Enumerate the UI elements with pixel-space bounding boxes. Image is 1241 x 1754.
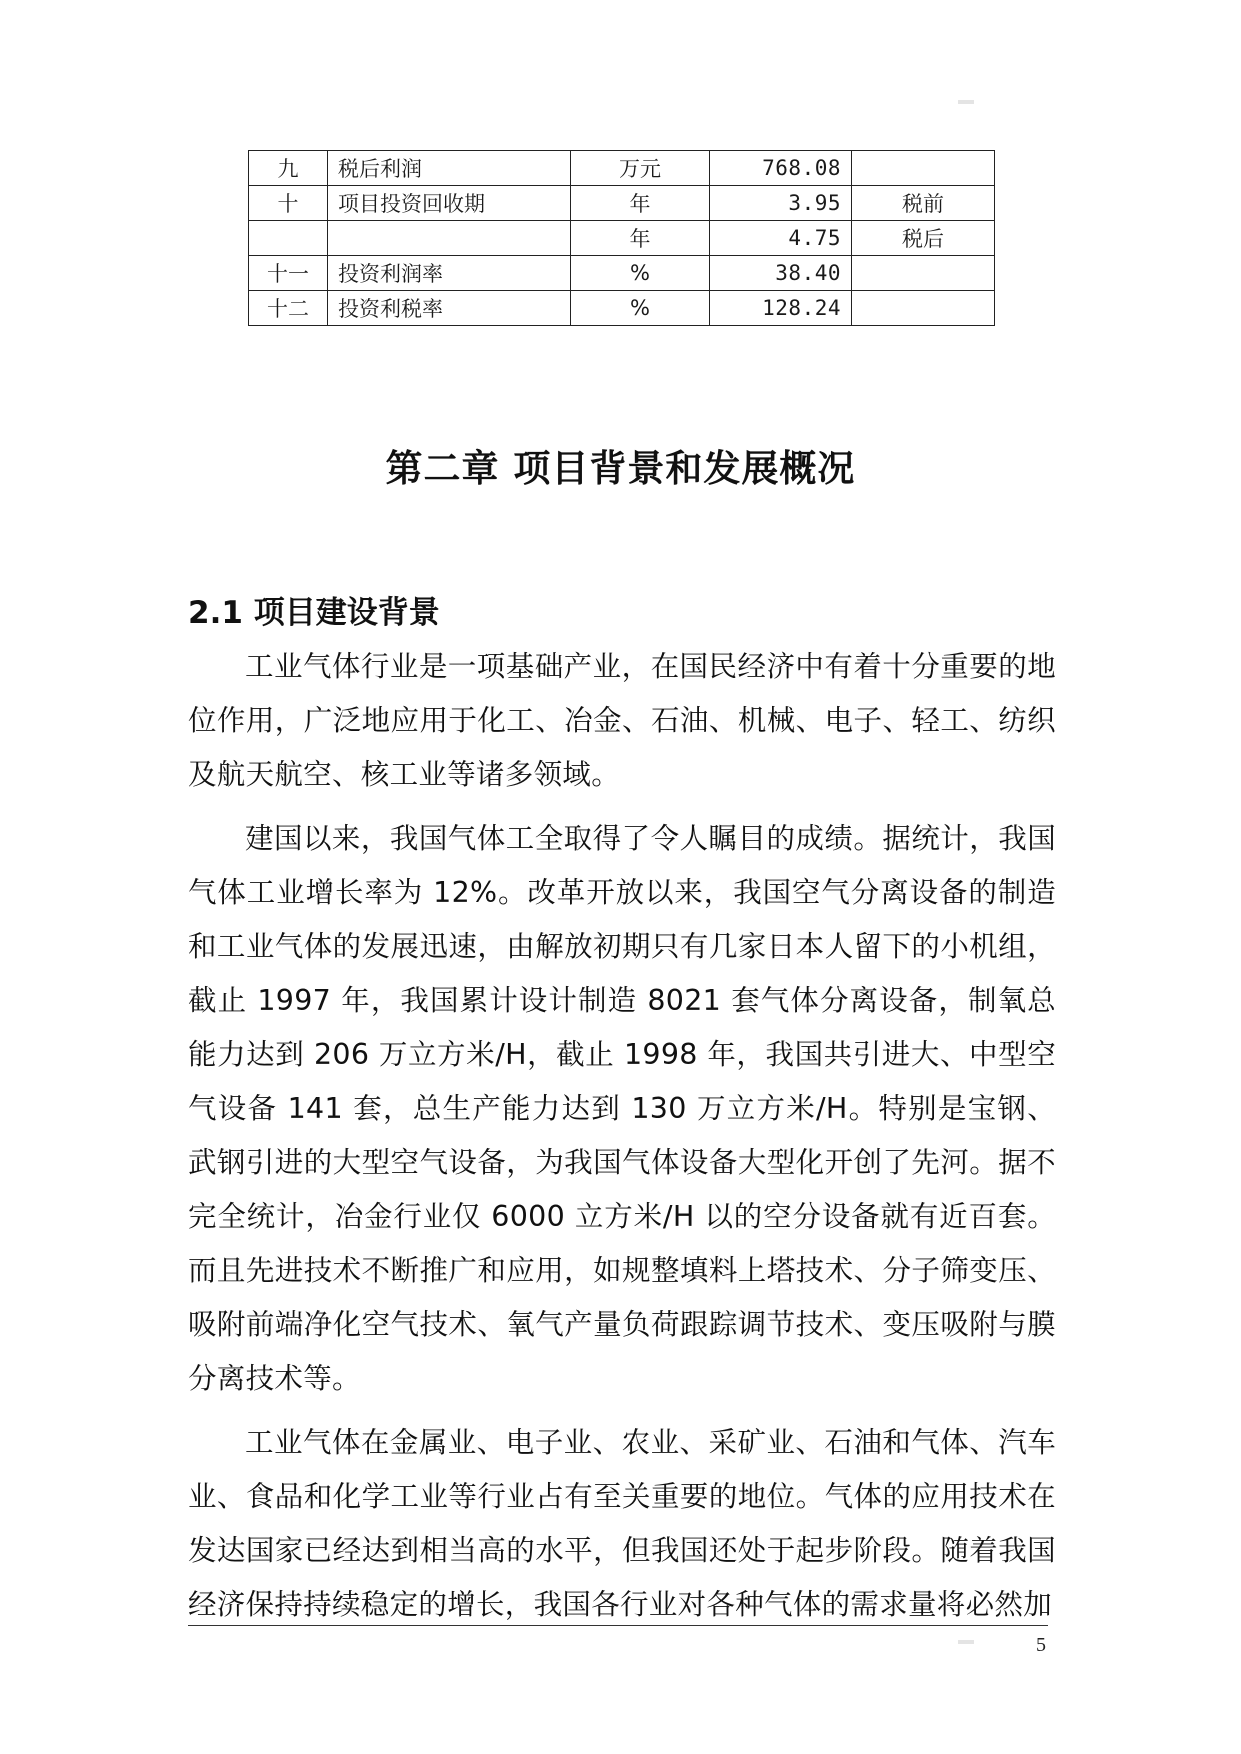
row-unit: 年	[571, 221, 710, 256]
row-note: 税后	[852, 221, 995, 256]
row-note	[852, 151, 995, 186]
row-item: 投资利润率	[328, 256, 571, 291]
table-row	[249, 186, 995, 221]
summary-table	[248, 150, 995, 326]
row-item: 税后利润	[328, 151, 571, 186]
row-item	[328, 221, 571, 256]
row-value: 768.08	[710, 151, 852, 186]
footer-rule	[188, 1625, 1048, 1626]
row-note	[852, 291, 995, 326]
paragraph: 建国以来，我国气体工全取得了令人瞩目的成绩。据统计，我国气体工业增长率为 12%。改革开放以来，我国空气分离设备的制造和工业气体的发展迅速，由解放初期只有几家日本人留下的小机组，截止 1997 年，我国累计设计制造 8021 套气体分离设备，制氧总能力达到 206 万立方米/H，截止 1998 年，我国共引进大、中型空气设备 141 套，总生产能力达到 130 万立方米/H。特别是宝钢、武钢引进的大型空气设备，为我国气体设备大型化开创了先河。据不完全统计，冶金行业仅 6000 立方米/H 以的空分设备就有近百套。而且先进技术不断推广和应用，如规整填料上塔技术、分子筛变压、吸附前端净化空气技术、氧气产量负荷跟踪调节技术、变压吸附与膜分离技术等。	[188, 822, 1056, 1395]
paragraph: 工业气体行业是一项基础产业，在国民经济中有着十分重要的地位作用，广泛地应用于化工、冶金、石油、机械、电子、轻工、纺织及航天航空、核工业等诸多领域。	[188, 650, 1056, 791]
row-note: 税前	[852, 186, 995, 221]
row-number	[249, 221, 328, 256]
row-item: 投资利税率	[328, 291, 571, 326]
row-number: 十二	[249, 291, 328, 326]
section-title: 2.1 项目建设背景	[188, 595, 440, 631]
row-value: 38.40	[710, 256, 852, 291]
row-unit: %	[571, 291, 710, 326]
row-unit: %	[571, 256, 710, 291]
row-note	[852, 256, 995, 291]
row-number: 十一	[249, 256, 328, 291]
row-value: 3.95	[710, 186, 852, 221]
row-number: 九	[249, 151, 328, 186]
chapter-title: 第二章 项目背景和发展概况	[385, 447, 856, 490]
table-row	[249, 256, 995, 291]
body-text	[188, 640, 1056, 1642]
row-value: 128.24	[710, 291, 852, 326]
row-value: 4.75	[710, 221, 852, 256]
watermark-mark-top	[958, 100, 974, 104]
table-row	[249, 291, 995, 326]
row-item: 项目投资回收期	[328, 186, 571, 221]
watermark-mark-bottom	[958, 1640, 974, 1644]
page-number: 5	[1036, 1634, 1046, 1656]
row-unit: 年	[571, 186, 710, 221]
row-number: 十	[249, 186, 328, 221]
table-row	[249, 221, 995, 256]
table-row	[249, 151, 995, 186]
row-unit: 万元	[571, 151, 710, 186]
paragraph: 工业气体在金属业、电子业、农业、采矿业、石油和气体、汽车业、食品和化学工业等行业占有至关重要的地位。气体的应用技术在发达国家已经达到相当高的水平，但我国还处于起步阶段。随着我国经济保持持续稳定的增长，我国各行业对各种气体的需求量将必然加	[188, 1426, 1056, 1621]
